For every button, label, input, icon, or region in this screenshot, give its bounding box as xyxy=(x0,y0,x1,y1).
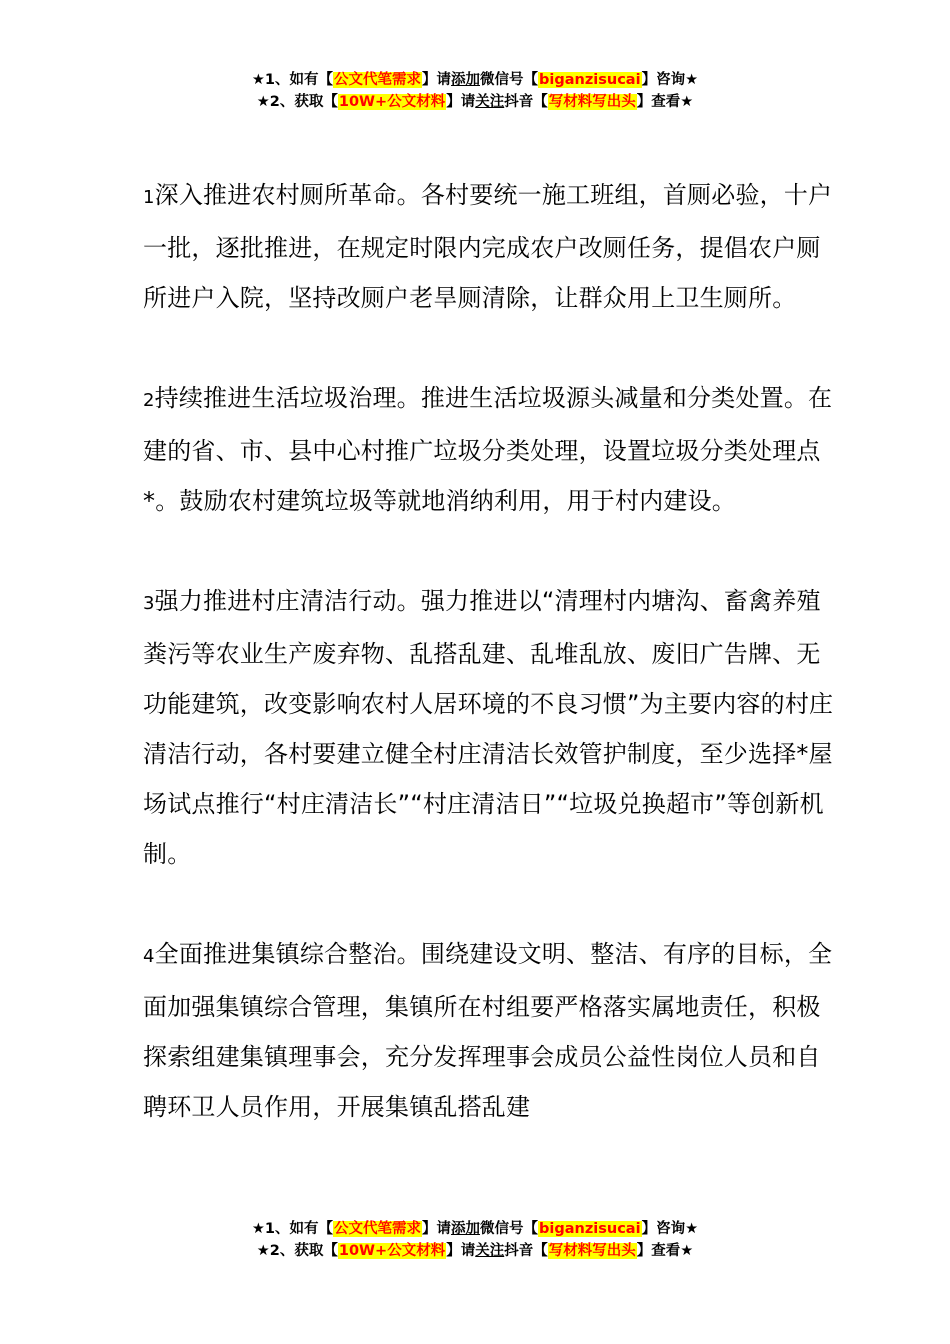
highlight-douyin-account: 写材料写出头 xyxy=(548,1243,636,1259)
banner-text: 】请 xyxy=(422,1221,452,1237)
banner-text: 】咨询★ xyxy=(641,1221,699,1237)
paragraph-number: 4 xyxy=(143,946,155,967)
banner-text: 】请 xyxy=(446,94,476,110)
banner-text: ★2、获取【 xyxy=(256,1243,338,1259)
document-body xyxy=(143,170,843,1182)
banner-text: 】请 xyxy=(422,72,452,88)
banner-text: ★1、如有【 xyxy=(251,72,334,88)
paragraph-text: 深入推进农村厕所革命。各村要统一施工班组，首厕必验，十户一批，逐批推进，在规定时限内完成农户改厕任务，提倡农户厕所进户入院，坚持改厕户老旱厕清除，让群众用上卫生厕所。 xyxy=(143,181,833,312)
banner-text: 】查看★ xyxy=(636,1243,694,1259)
highlight-materials: 10W+公文材料 xyxy=(338,94,446,110)
banner-underlined-text: 添加 xyxy=(451,72,481,88)
banner-underlined-text: 添加 xyxy=(451,1221,481,1237)
banner-text: 】请 xyxy=(446,1243,476,1259)
header-banner-line-2 xyxy=(0,91,950,113)
highlight-wechat-id: biganzisucai xyxy=(539,72,641,88)
highlight-wechat-id: biganzisucai xyxy=(539,1221,641,1237)
paragraph-number: 2 xyxy=(143,390,155,411)
banner-text: 微信号【 xyxy=(480,72,539,88)
footer-banner xyxy=(0,1218,950,1262)
banner-text: ★1、如有【 xyxy=(251,1221,334,1237)
banner-text: ★2、获取【 xyxy=(256,94,338,110)
highlight-douyin-account: 写材料写出头 xyxy=(548,94,636,110)
paragraph-text: 持续推进生活垃圾治理。推进生活垃圾源头减量和分类处置。在建的省、市、县中心村推广垃圾分类处理，设置垃圾分类处理点*。鼓励农村建筑垃圾等就地消纳利用，用于村内建设。 xyxy=(143,384,833,515)
highlight-writing-service: 公文代笔需求 xyxy=(334,1221,422,1237)
highlight-writing-service: 公文代笔需求 xyxy=(334,72,422,88)
banner-text: 抖音【 xyxy=(504,1243,548,1259)
banner-text: 抖音【 xyxy=(504,94,548,110)
footer-banner-line-1 xyxy=(0,1218,950,1240)
paragraph-3 xyxy=(143,576,843,879)
footer-banner-line-2 xyxy=(0,1240,950,1262)
paragraph-text: 强力推进村庄清洁行动。强力推进以“清理村内塘沟、畜禽养殖粪污等农业生产废弃物、乱搭乱建、乱堆乱放、废旧广告牌、无功能建筑，改变影响农村人居环境的不良习惯”为主要内容的村庄清洁行动，各村要建立健全村庄清洁长效管护制度，至少选择*屋场试点推行“村庄清洁长”“村庄清洁日”“垃圾兑换超市”等创新机制。 xyxy=(143,587,834,868)
banner-text: 】咨询★ xyxy=(641,72,699,88)
paragraph-4 xyxy=(143,929,843,1132)
paragraph-2 xyxy=(143,373,843,526)
paragraph-number: 3 xyxy=(143,593,155,614)
header-banner-line-1 xyxy=(0,69,950,91)
banner-underlined-text: 关注 xyxy=(475,1243,505,1259)
banner-underlined-text: 关注 xyxy=(475,94,505,110)
highlight-materials: 10W+公文材料 xyxy=(338,1243,446,1259)
paragraph-1 xyxy=(143,170,843,323)
paragraph-number: 1 xyxy=(143,187,155,208)
banner-text: 微信号【 xyxy=(480,1221,539,1237)
banner-text: 】查看★ xyxy=(636,94,694,110)
header-banner xyxy=(0,69,950,113)
paragraph-text: 全面推进集镇综合整治。围绕建设文明、整洁、有序的目标，全面加强集镇综合管理，集镇所在村组要严格落实属地责任，积极探索组建集镇理事会，充分发挥理事会成员公益性岗位人员和自聘环卫人员作用，开展集镇乱搭乱建 xyxy=(143,940,833,1121)
